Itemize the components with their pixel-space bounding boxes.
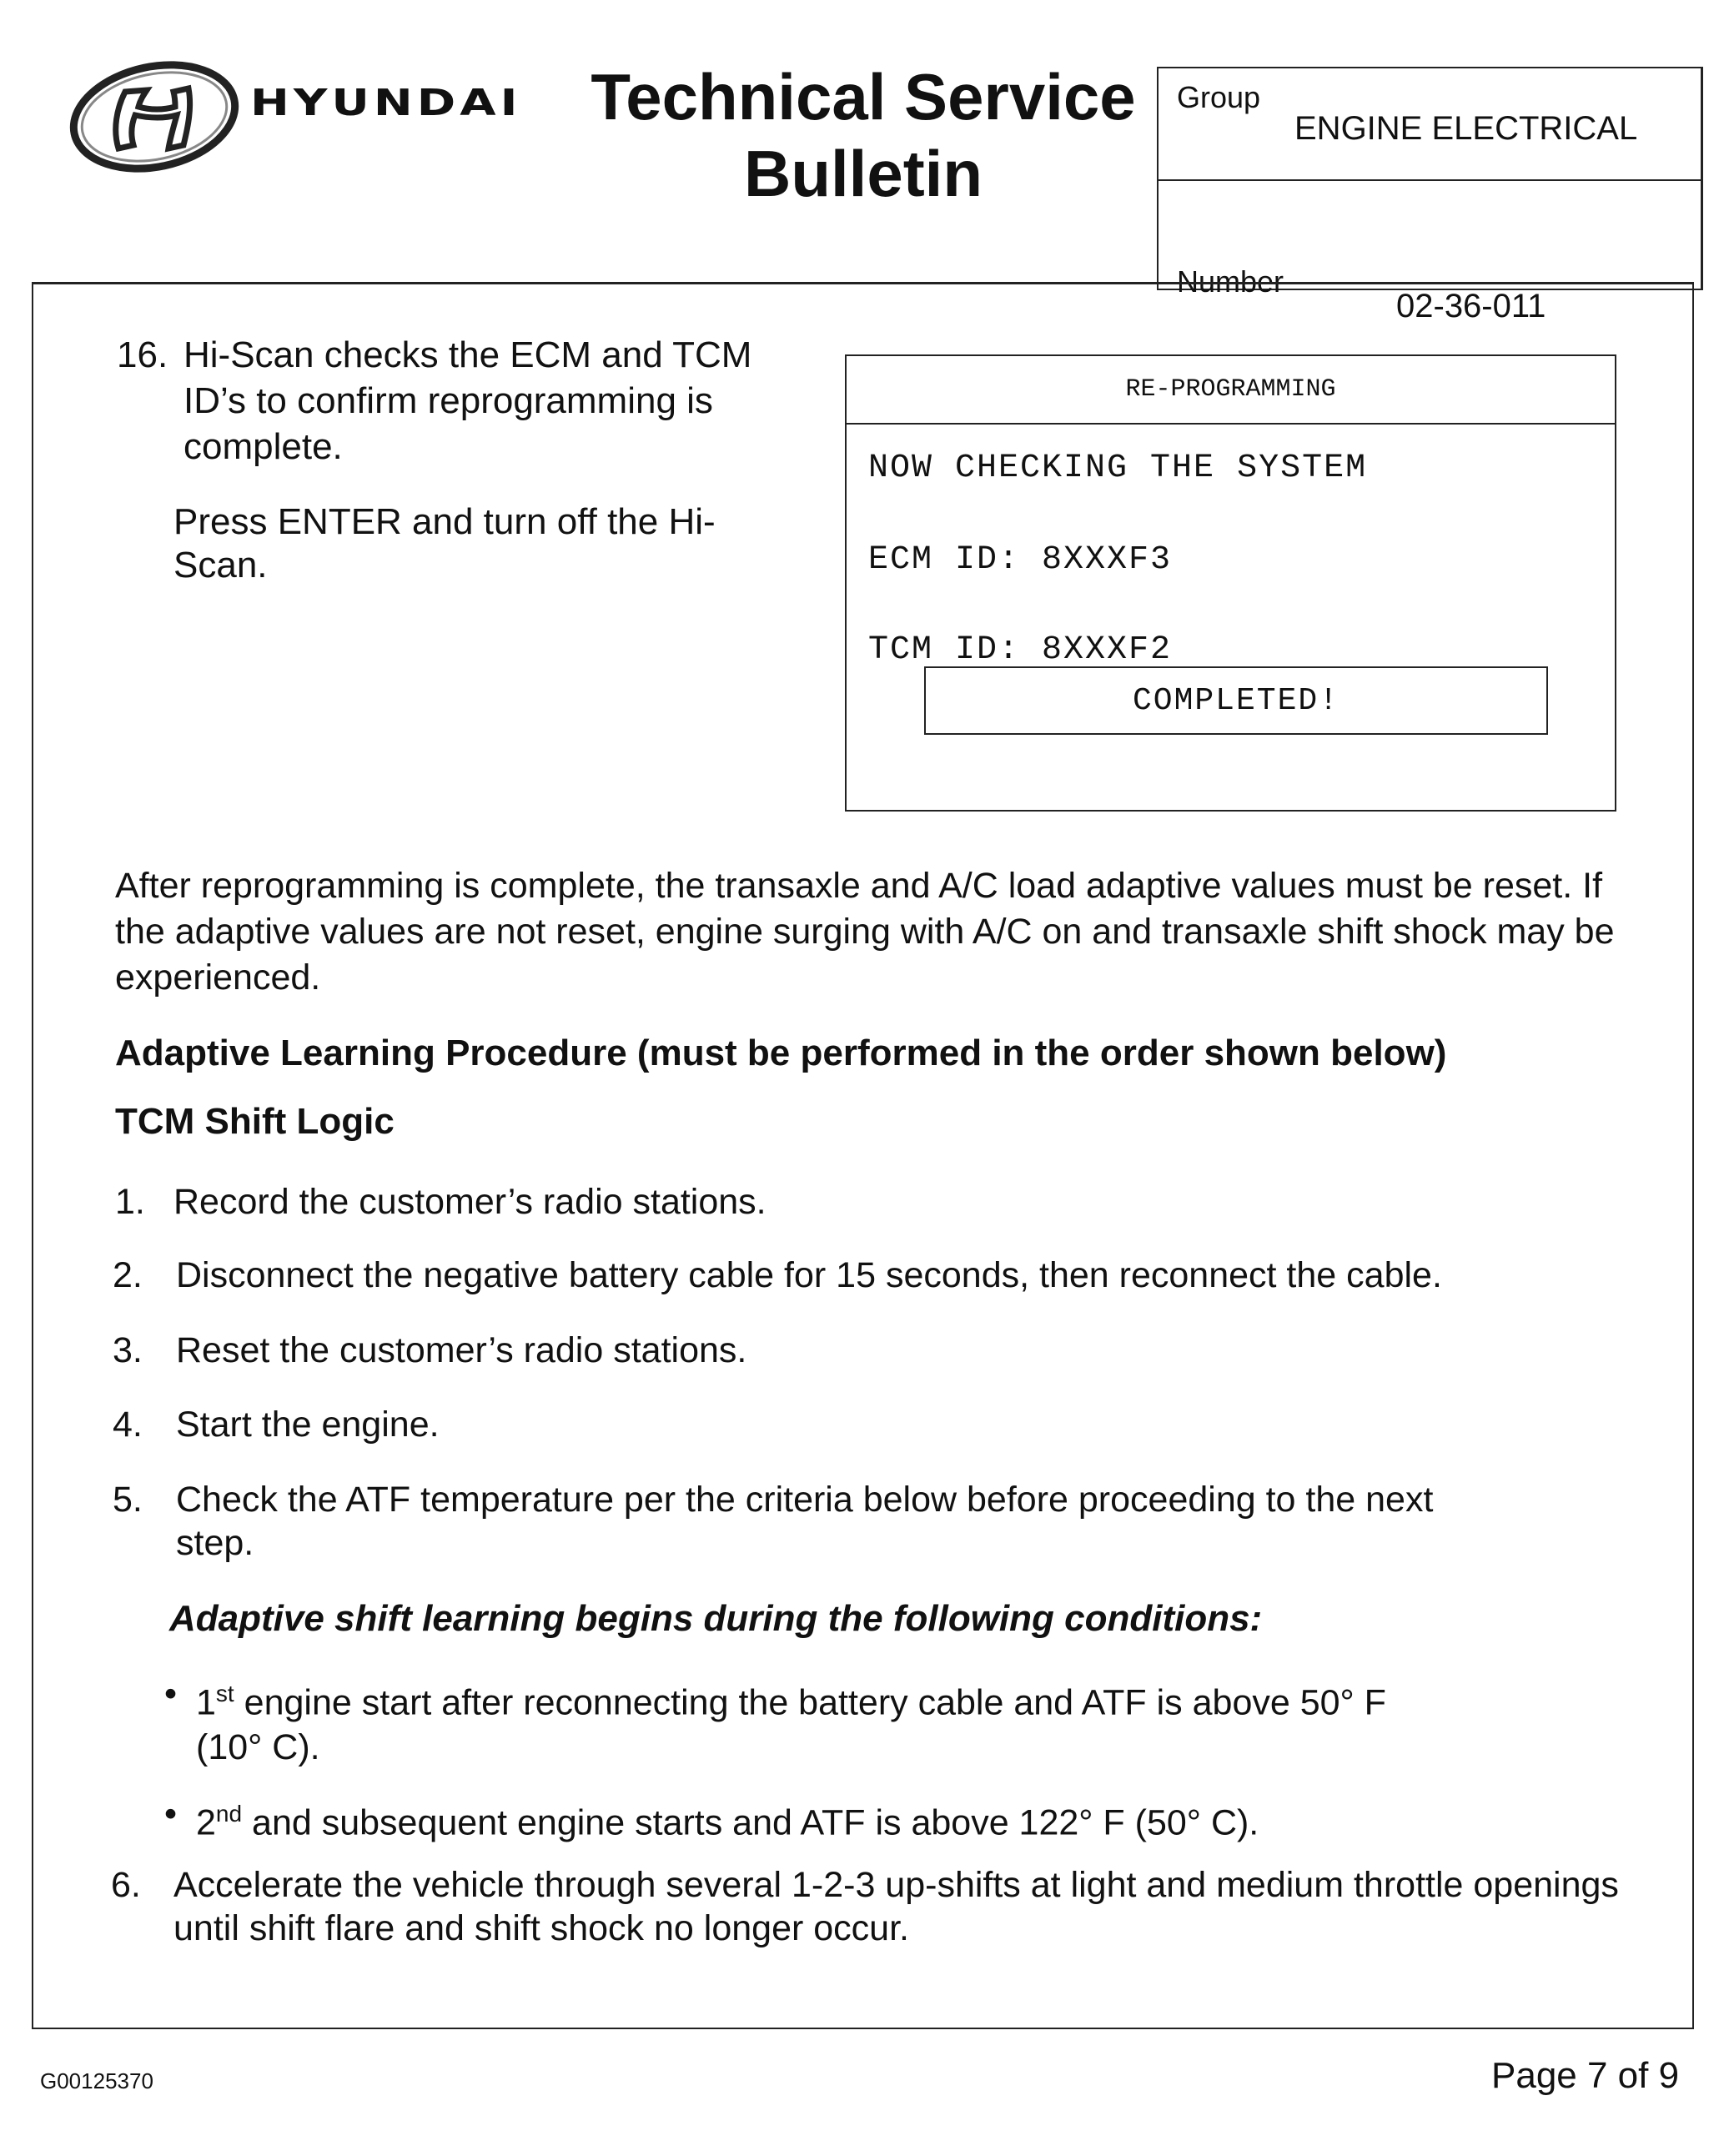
condition-text: engine start after reconnecting the battery cable and ATF is above 50° F (10° C). bbox=[196, 1682, 1386, 1768]
completed-box: COMPLETED! bbox=[924, 666, 1548, 735]
group-value: ENGINE ELECTRICAL bbox=[1294, 110, 1638, 147]
number-label: Number bbox=[1177, 264, 1284, 299]
screen-line-tcm-id: TCM ID: 8XXXF2 bbox=[868, 631, 1173, 669]
group-row bbox=[1159, 68, 1701, 181]
step-number: 4. bbox=[113, 1405, 143, 1445]
step-number: 5. bbox=[113, 1480, 143, 1520]
screen-line-ecm-id: ECM ID: 8XXXF3 bbox=[868, 541, 1173, 579]
step-text: Hi-Scan checks the ECM and TCM ID’s to confirm reprogramming is complete. bbox=[183, 334, 752, 467]
condition-ordinal-suffix: nd bbox=[215, 1801, 243, 1827]
number-value: 02-36-011 bbox=[1396, 288, 1546, 324]
condition-text: and subsequent engine starts and ATF is above 122° F (50° C). bbox=[242, 1802, 1259, 1843]
condition-ordinal: 1 bbox=[196, 1682, 216, 1723]
page-number: Page 7 of 9 bbox=[1491, 2055, 1680, 2096]
step-number: 3. bbox=[113, 1330, 143, 1370]
number-row bbox=[1159, 181, 1701, 324]
bullet-icon: • bbox=[164, 1794, 178, 1834]
conditions-heading: Adaptive shift learning begins during the following conditions: bbox=[169, 1598, 1263, 1639]
bulletin-info-box bbox=[1157, 67, 1703, 324]
intro-paragraph: After reprogramming is complete, the transaxle and A/C load adaptive values must be reset. If the adaptive values are not reset, engine surging with A/C on and transaxle shift shock may be experienced. bbox=[115, 866, 1615, 998]
step-number: 6. bbox=[111, 1865, 141, 1905]
step-text: Record the customer’s radio stations. bbox=[173, 1182, 766, 1222]
step-number: 16. bbox=[117, 334, 168, 375]
shift-logic-heading: TCM Shift Logic bbox=[115, 1101, 395, 1142]
screen-line-status: NOW CHECKING THE SYSTEM bbox=[868, 450, 1368, 487]
procedure-heading: Adaptive Learning Procedure (must be performed in the order shown below) bbox=[115, 1033, 1447, 1073]
bulletin-title: Technical Service Bulletin bbox=[591, 60, 1136, 210]
step-number: 1. bbox=[115, 1182, 145, 1222]
condition-ordinal-suffix: st bbox=[215, 1681, 234, 1706]
step-text: Start the engine. bbox=[176, 1405, 440, 1445]
step-16-instruction: Press ENTER and turn off the Hi-Scan. bbox=[173, 501, 716, 585]
condition-ordinal: 2 bbox=[196, 1802, 216, 1843]
hyundai-logo-icon bbox=[67, 58, 242, 175]
group-label: Group bbox=[1177, 80, 1261, 114]
step-text: Reset the customer’s radio stations. bbox=[176, 1330, 747, 1370]
step-text: Check the ATF temperature per the criteria below before proceeding to the next step. bbox=[176, 1480, 1434, 1563]
step-text: Disconnect the negative battery cable for 15 seconds, then reconnect the cable. bbox=[176, 1255, 1442, 1295]
screen-heading: RE-PROGRAMMING bbox=[847, 356, 1615, 425]
hi-scan-screen bbox=[845, 354, 1616, 812]
bullet-icon: • bbox=[164, 1674, 178, 1714]
brand-name: HYUNDAI bbox=[250, 82, 522, 124]
step-text: Accelerate the vehicle through several 1-2-3 up-shifts at light and medium throttle openings until shift flare and shift shock no longer occur. bbox=[173, 1865, 1619, 1948]
document-id: G00125370 bbox=[40, 2068, 153, 2093]
step-number: 2. bbox=[113, 1255, 143, 1295]
